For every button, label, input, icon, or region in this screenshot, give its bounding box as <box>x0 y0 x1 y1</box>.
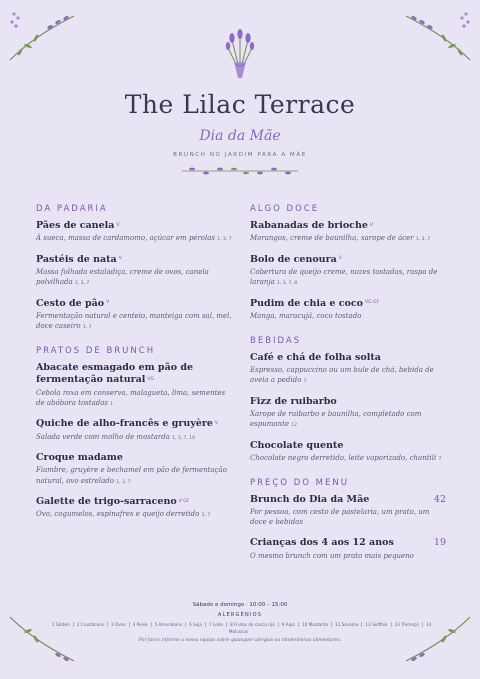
item-name: Crianças dos 4 aos 12 anos <box>250 537 394 549</box>
item-description: Cobertura de queijo creme, nozes tostadas, raspa de laranja <box>250 268 438 287</box>
right-column <box>250 204 446 571</box>
menu-item <box>36 298 232 332</box>
item-name: Bolo de cenoura <box>250 253 337 265</box>
item-name: Abacate esmagado em pão de fermentação natural <box>36 361 194 386</box>
allergy-note: Por favor, informe a nossa equipa sobre quaisquer alergias ou intolerâncias alimentares. <box>138 638 342 644</box>
item-name: Pudim de chia e coco <box>250 297 364 309</box>
allergen-entry: 14 Moluscos <box>228 622 432 634</box>
section-heading-brunch: PRATOS DE BRUNCH <box>36 345 156 356</box>
item-description: Espresso, cappuccino ou um bule de chá, bebida de aveia a pedido <box>250 366 434 385</box>
allergen-entry: 8 Frutos de casca rija <box>226 622 278 627</box>
item-description: À sueca, massa de cardamomo, açúcar em pérolas <box>36 234 216 243</box>
opening-hours: Sábado e domingo · 10:00 – 15:00 <box>192 602 288 608</box>
allergen-entry: 9 Aipo <box>278 622 298 627</box>
allergen-codes: 1, 7 <box>82 325 92 331</box>
allergen-entry: 6 Soja <box>185 622 205 627</box>
diet-tag: VG GF <box>365 300 380 306</box>
item-name: Galette de trigo-sarraceno <box>36 496 177 508</box>
menu-item <box>36 496 232 520</box>
allergen-entry: 4 Peixe <box>129 622 151 627</box>
allergen-entry: 3 Ovos <box>107 622 129 627</box>
menu-subtitle: Dia da Mãe <box>199 128 281 144</box>
item-description: Morangos, creme de baunilha, xarope de ácer <box>250 234 414 243</box>
allergen-codes: 1, 3, 7, 10 <box>172 435 196 441</box>
menu-item <box>36 418 232 442</box>
allergen-codes: 1, 3, 7 <box>116 479 131 485</box>
menu-item <box>36 254 232 288</box>
item-name: Pães de canela <box>36 220 115 231</box>
allergen-codes: 7 <box>303 379 307 385</box>
item-description: Manga, maracujá, coco tostado <box>250 312 362 321</box>
allergens-heading: ALERGÉNIOS <box>217 612 263 618</box>
allergen-codes: 1 <box>110 401 114 407</box>
item-name: Cesto de pão <box>36 297 105 309</box>
item-name: Fizz de ruibarbo <box>250 395 337 407</box>
menu-item <box>36 362 232 408</box>
item-description: Fiambre, gruyère e bechamel em pão de fermentação natural, ovo estrelado <box>36 466 227 485</box>
diet-tag: V <box>118 256 122 262</box>
item-name: Chocolate quente <box>250 439 344 451</box>
lavender-sprig-icon <box>402 8 474 64</box>
item-name: Brunch do Dia da Mãe <box>250 493 370 505</box>
section-heading-padaria: DA PADARIA <box>36 204 108 214</box>
restaurant-title: The Lilac Terrace <box>124 90 356 119</box>
allergen-codes: 1, 3, 7 <box>217 237 232 243</box>
allergen-codes: 12 <box>291 423 297 429</box>
left-column <box>36 204 232 530</box>
item-price: 19 <box>433 537 446 549</box>
price-item <box>250 494 446 528</box>
diet-tag: V <box>214 420 219 426</box>
allergen-codes: 1, 3, 7 <box>74 281 90 287</box>
item-description: Ovo, cogumelos, espinafres e queijo derretido <box>36 510 200 519</box>
item-name: Rabanadas de brioche <box>250 220 368 231</box>
item-description: Xarope de ruibarbo e baunilha, completado com espumante <box>250 410 422 429</box>
menu-item <box>250 352 446 386</box>
allergen-codes: 7 <box>438 457 442 463</box>
allergen-entry: 10 Mostarda <box>298 622 331 627</box>
allergen-codes: 3, 7 <box>201 513 211 519</box>
diet-tag: V <box>369 222 373 228</box>
item-description: Chocolate negro derretido, leite vaporizado, chantili <box>250 454 437 463</box>
item-name: Pastéis de nata <box>36 253 117 265</box>
menu-item <box>250 254 446 288</box>
allergen-entry: 5 Amendoins <box>151 622 185 627</box>
item-name: Café e chá de folha solta <box>250 351 381 363</box>
item-description: Por pessoa, com cesto de pastelaria, um prato, um doce e bebidas <box>250 507 430 527</box>
menu-footer <box>40 602 440 643</box>
section-heading-doce: ALGO DOCE <box>250 204 320 214</box>
diet-tag: V <box>338 256 342 262</box>
allergen-entry: 11 Sésamo <box>331 622 361 627</box>
floral-divider-icon <box>180 164 300 178</box>
lavender-bouquet-icon <box>222 26 258 82</box>
diet-tag: V <box>106 300 110 306</box>
allergen-codes: 1, 3, 7 <box>415 237 431 243</box>
item-description: O mesmo brunch com um prato mais pequeno <box>250 551 414 560</box>
menu-item <box>36 452 232 486</box>
item-price: 42 <box>433 493 446 505</box>
menu-tagline: BRUNCH NO JARDIM PARA A MÃE <box>173 152 307 158</box>
menu-item <box>250 298 446 322</box>
allergen-entry: 1 Glúten <box>51 622 70 627</box>
allergen-entry: 7 Leite <box>205 622 226 627</box>
allergen-entry: 13 Tremoço <box>391 622 422 627</box>
menu-item <box>250 220 446 244</box>
menu-item <box>250 440 446 464</box>
section-heading-precos: PREÇO DO MENU <box>250 477 349 488</box>
menu-item <box>36 220 232 244</box>
price-item <box>250 537 446 560</box>
allergen-entry: 12 Sulfitos <box>361 622 390 627</box>
item-name: Croque madame <box>36 452 123 464</box>
item-name: Quiche de alho-francês e gruyère <box>36 418 213 430</box>
item-description: Cebola roxa em conserva, malagueta, lima, sementes de abóbora tostadas <box>36 388 226 407</box>
menu-item <box>250 396 446 430</box>
allergens-list <box>40 622 440 635</box>
diet-tag: V GF <box>178 498 190 504</box>
diet-tag: V <box>116 222 120 228</box>
diet-tag: VG <box>147 376 154 382</box>
allergen-entry: 2 Crustáceos <box>73 622 107 627</box>
item-description: Fermentação natural e centeio, manteiga com sal, mel, doce caseiro <box>36 312 232 331</box>
allergen-codes: 1, 3, 7, 8 <box>277 281 298 287</box>
lavender-sprig-icon <box>6 8 78 64</box>
section-heading-bebidas: BEBIDAS <box>250 335 302 346</box>
item-description: Massa folhada estaladiça, creme de ovos, canela polvilhada <box>36 268 209 287</box>
item-description: Salada verde com molho de mostarda <box>36 432 170 441</box>
